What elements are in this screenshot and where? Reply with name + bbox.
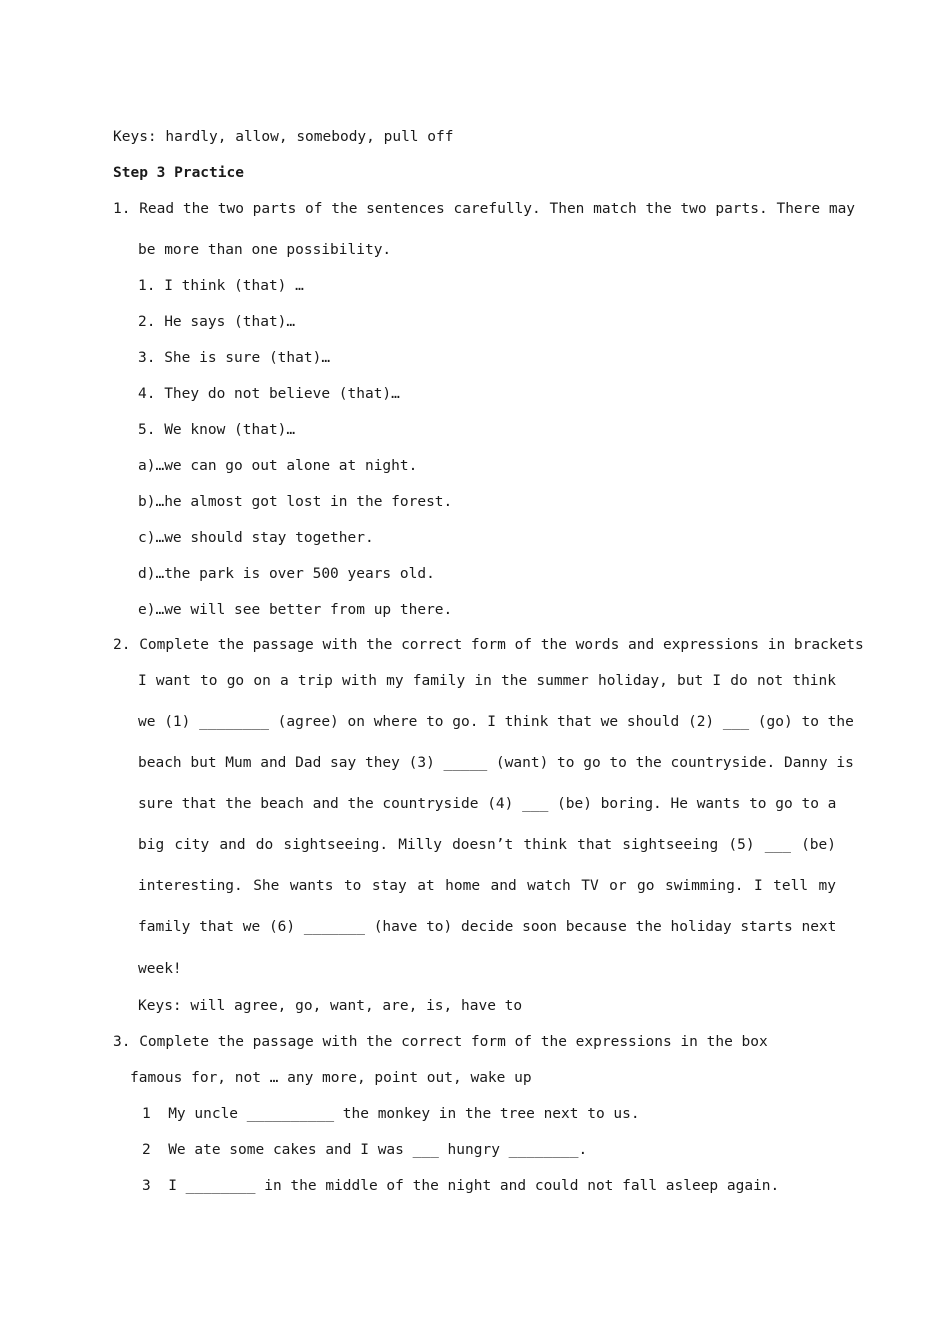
- ex1-item: 5. We know (that)…: [138, 422, 296, 438]
- ex2-keys: Keys: will agree, go, want, are, is, have to: [138, 998, 523, 1014]
- ex1-ending: b)…he almost got lost in the forest.: [138, 494, 453, 510]
- ex1-item: 3. She is sure (that)…: [138, 350, 331, 366]
- ex2-passage-line: I want to go on a trip with my family in the summer holiday, but I do not think: [138, 673, 836, 689]
- ex1-ending: a)…we can go out alone at night.: [138, 458, 418, 474]
- ex1-ending: d)…the park is over 500 years old.: [138, 566, 435, 582]
- ex2-passage-line: week!: [138, 961, 182, 977]
- ex3-item: 1 My uncle __________ the monkey in the tree next to us.: [142, 1106, 640, 1122]
- ex2-passage-line: we (1) ________ (agree) on where to go. I think that we should (2) ___ (go) to the: [138, 714, 854, 730]
- ex2-passage-line: family that we (6) _______ (have to) decide soon because the holiday starts next: [138, 919, 837, 935]
- ex2-passage-line: sure that the beach and the countryside (4) ___ (be) boring. He wants to go to a: [138, 796, 837, 812]
- ex3-instruction: 3. Complete the passage with the correct form of the expressions in the box: [113, 1034, 768, 1050]
- ex3-word-box: famous for, not … any more, point out, wake up: [130, 1070, 532, 1086]
- ex2-passage-line: interesting. She wants to stay at home and watch TV or go swimming. I tell my: [138, 878, 836, 894]
- step-heading: Step 3 Practice: [113, 165, 244, 181]
- ex1-instruction-line-2: be more than one possibility.: [138, 242, 392, 258]
- ex1-ending: c)…we should stay together.: [138, 530, 374, 546]
- ex3-item: 3 I ________ in the middle of the night and could not fall asleep again.: [142, 1178, 780, 1194]
- ex2-passage-line: big city and do sightseeing. Milly doesn’t think that sightseeing (5) ___ (be): [138, 837, 836, 853]
- ex1-instruction-line-1: 1. Read the two parts of the sentences carefully. Then match the two parts. There may: [113, 201, 856, 217]
- ex3-item: 2 We ate some cakes and I was ___ hungry ________.: [142, 1142, 588, 1158]
- ex1-item: 4. They do not believe (that)…: [138, 386, 400, 402]
- keys-line-1: Keys: hardly, allow, somebody, pull off: [113, 129, 454, 145]
- ex1-ending: e)…we will see better from up there.: [138, 602, 453, 618]
- ex1-item: 2. He says (that)…: [138, 314, 296, 330]
- ex2-instruction: 2. Complete the passage with the correct form of the words and expressions in brackets: [113, 637, 864, 653]
- ex2-passage-line: beach but Mum and Dad say they (3) _____ (want) to go to the countryside. Danny is: [138, 755, 854, 771]
- ex1-item: 1. I think (that) …: [138, 278, 304, 294]
